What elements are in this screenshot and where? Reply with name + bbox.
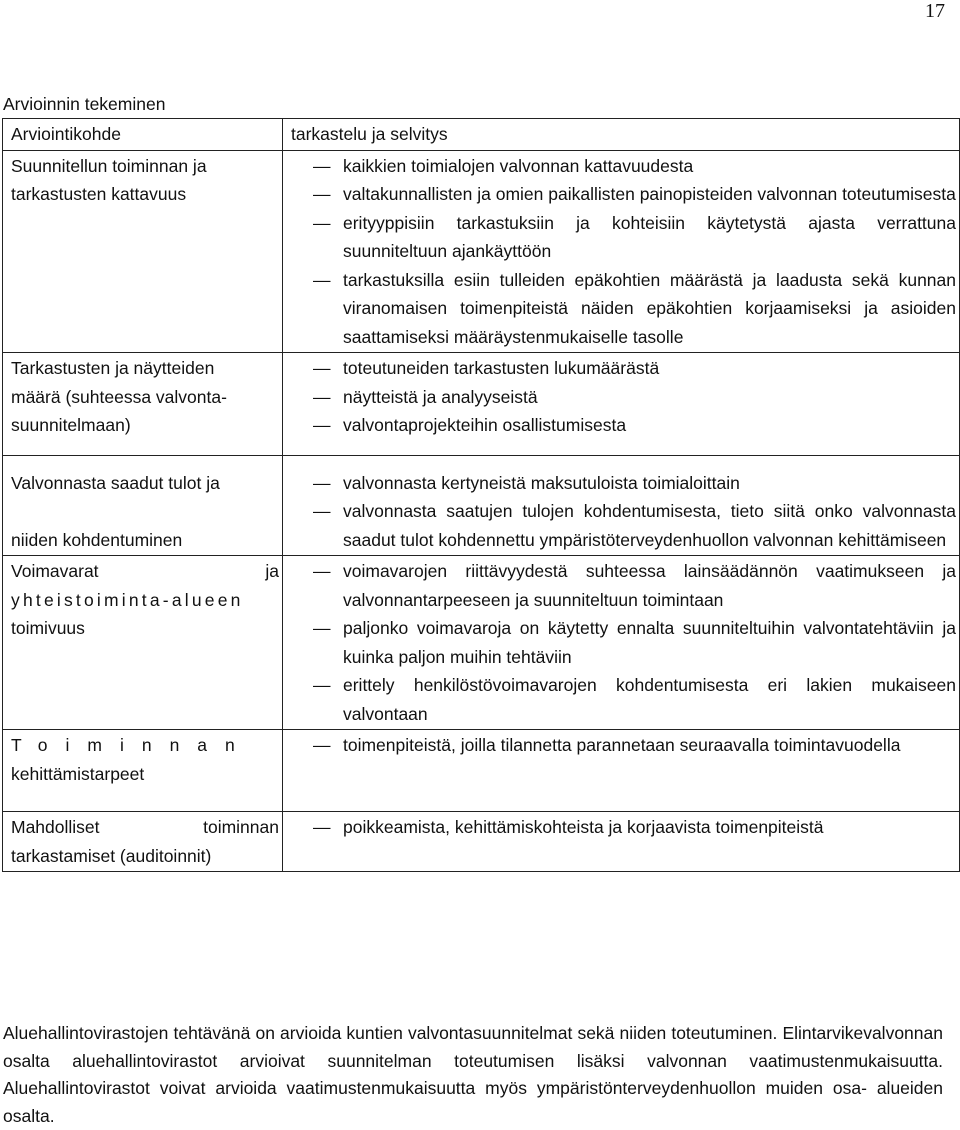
- list-item: — voimavarojen riittävyydestä suhteessa lainsäädännön vaatimukseen ja valvonnantarpeeseen ja suunniteltuun toimintaan: [291, 557, 956, 614]
- item-list: [291, 152, 956, 352]
- row-label-line: Mahdolliset toiminnan: [11, 817, 279, 837]
- row-label-line: Tarkastusten ja näytteiden: [11, 358, 215, 378]
- row-label: [3, 556, 283, 730]
- row-label-line: niiden kohdentuminen: [11, 529, 183, 550]
- table-row: [3, 812, 960, 872]
- row-items-cell: [283, 556, 960, 730]
- row-items-cell: [283, 730, 960, 812]
- table-row: [3, 150, 960, 353]
- list-item: — erityyppisiin tarkastuksiin ja kohteisiin käytetystä ajasta verrattuna suunniteltuun ajankäyttöön: [291, 209, 956, 266]
- row-label-line: toimivuus: [11, 618, 85, 638]
- row-label-line: tarkastamiset (auditoinnit): [11, 845, 212, 866]
- table-row: [3, 353, 960, 456]
- list-item: — valtakunnallisten ja omien paikallisten painopisteiden valvonnan toteutumisesta: [291, 180, 956, 209]
- assessment-table: [2, 118, 960, 872]
- item-list: [291, 813, 956, 842]
- row-items-cell: [283, 150, 960, 353]
- row-label-line: [11, 497, 279, 526]
- list-item: — näytteistä ja analyyseistä: [291, 383, 956, 412]
- page-number: 17: [925, 0, 945, 22]
- item-list: [291, 354, 956, 440]
- header-review-column: tarkastelu ja selvitys: [283, 119, 960, 151]
- list-item: — valvonnasta kertyneistä maksutuloista toimialoittain: [291, 469, 956, 498]
- item-list: [291, 469, 956, 555]
- list-item: — toimenpiteistä, joilla tilannetta parannetaan seuraavalla toimintavuodella: [291, 731, 956, 760]
- item-list: [291, 557, 956, 728]
- row-label: [3, 353, 283, 456]
- body-paragraph: Aluehallintovirastojen tehtävänä on arvioida kuntien valvontasuunnitelmat sekä niiden toteutuminen. Elintarvikevalvonnan osalta aluehallintovirastot arvioivat suunnitelman toteutumisen lisäksi valvonnan vaatimustenmukaisuutta. Aluehallintovirastot voivat arvioida vaatimustenmukaisuutta myös ympäristönterveydenhuollon muiden osa- alueiden osalta.: [3, 1023, 943, 1126]
- list-item: — erittely henkilöstövoimavarojen kohdentumisesta eri lakien mukaiseen valvontaan: [291, 671, 956, 728]
- row-label-line: kehittämistarpeet: [11, 763, 145, 784]
- list-item: — valvontaprojekteihin osallistumisesta: [291, 411, 956, 440]
- row-label: [3, 455, 283, 556]
- table-row: [3, 455, 960, 556]
- list-item: — valvonnasta saatujen tulojen kohdentumisesta, tieto siitä onko valvonnasta saadut tulot kohdennettu ympäristöterveydenhuollon valvonnan kehittämiseen: [291, 497, 956, 554]
- row-label-line: yhteistoiminta-alueen: [11, 589, 244, 610]
- list-item: — poikkeamista, kehittämiskohteista ja korjaavista toimenpiteistä: [291, 813, 956, 842]
- row-label-line: suunnitelmaan): [11, 415, 131, 435]
- list-item: — toteutuneiden tarkastusten lukumäärästä: [291, 354, 956, 383]
- list-item: — paljonko voimavaroja on käytetty ennalta suunniteltuihin valvontatehtäviin ja kuinka paljon muihin tehtäviin: [291, 614, 956, 671]
- row-items-cell: [283, 353, 960, 456]
- list-item: — tarkastuksilla esiin tulleiden epäkohtien määrästä ja laadusta sekä kunnan viranomaisen toimenpiteistä näiden epäkohtien korjaamiseksi ja asioiden saattamiseksi määräystenmukaiselle tasolle: [291, 266, 956, 352]
- row-items-cell: [283, 812, 960, 872]
- row-label-line: Toiminnan: [11, 735, 253, 755]
- row-label-line: tarkastusten kattavuus: [11, 184, 187, 204]
- row-label-line: Suunnitellun toiminnan ja: [11, 155, 207, 176]
- row-label-line: Voimavarat ja: [11, 561, 279, 581]
- row-label-line: määrä (suhteessa valvonta-: [11, 386, 227, 407]
- table-row: [3, 556, 960, 730]
- item-list: [291, 731, 956, 760]
- row-label-line: Valvonnasta saadut tulot ja: [11, 472, 220, 493]
- section-title: Arvioinnin tekeminen: [3, 94, 166, 114]
- row-items-cell: [283, 455, 960, 556]
- header-assessment-target: Arviointikohde: [3, 119, 283, 151]
- row-label: [3, 730, 283, 812]
- row-label: [3, 812, 283, 872]
- table-header-row: [3, 119, 960, 151]
- table-row: [3, 730, 960, 812]
- row-label: [3, 150, 283, 353]
- list-item: — kaikkien toimialojen valvonnan kattavuudesta: [291, 152, 956, 181]
